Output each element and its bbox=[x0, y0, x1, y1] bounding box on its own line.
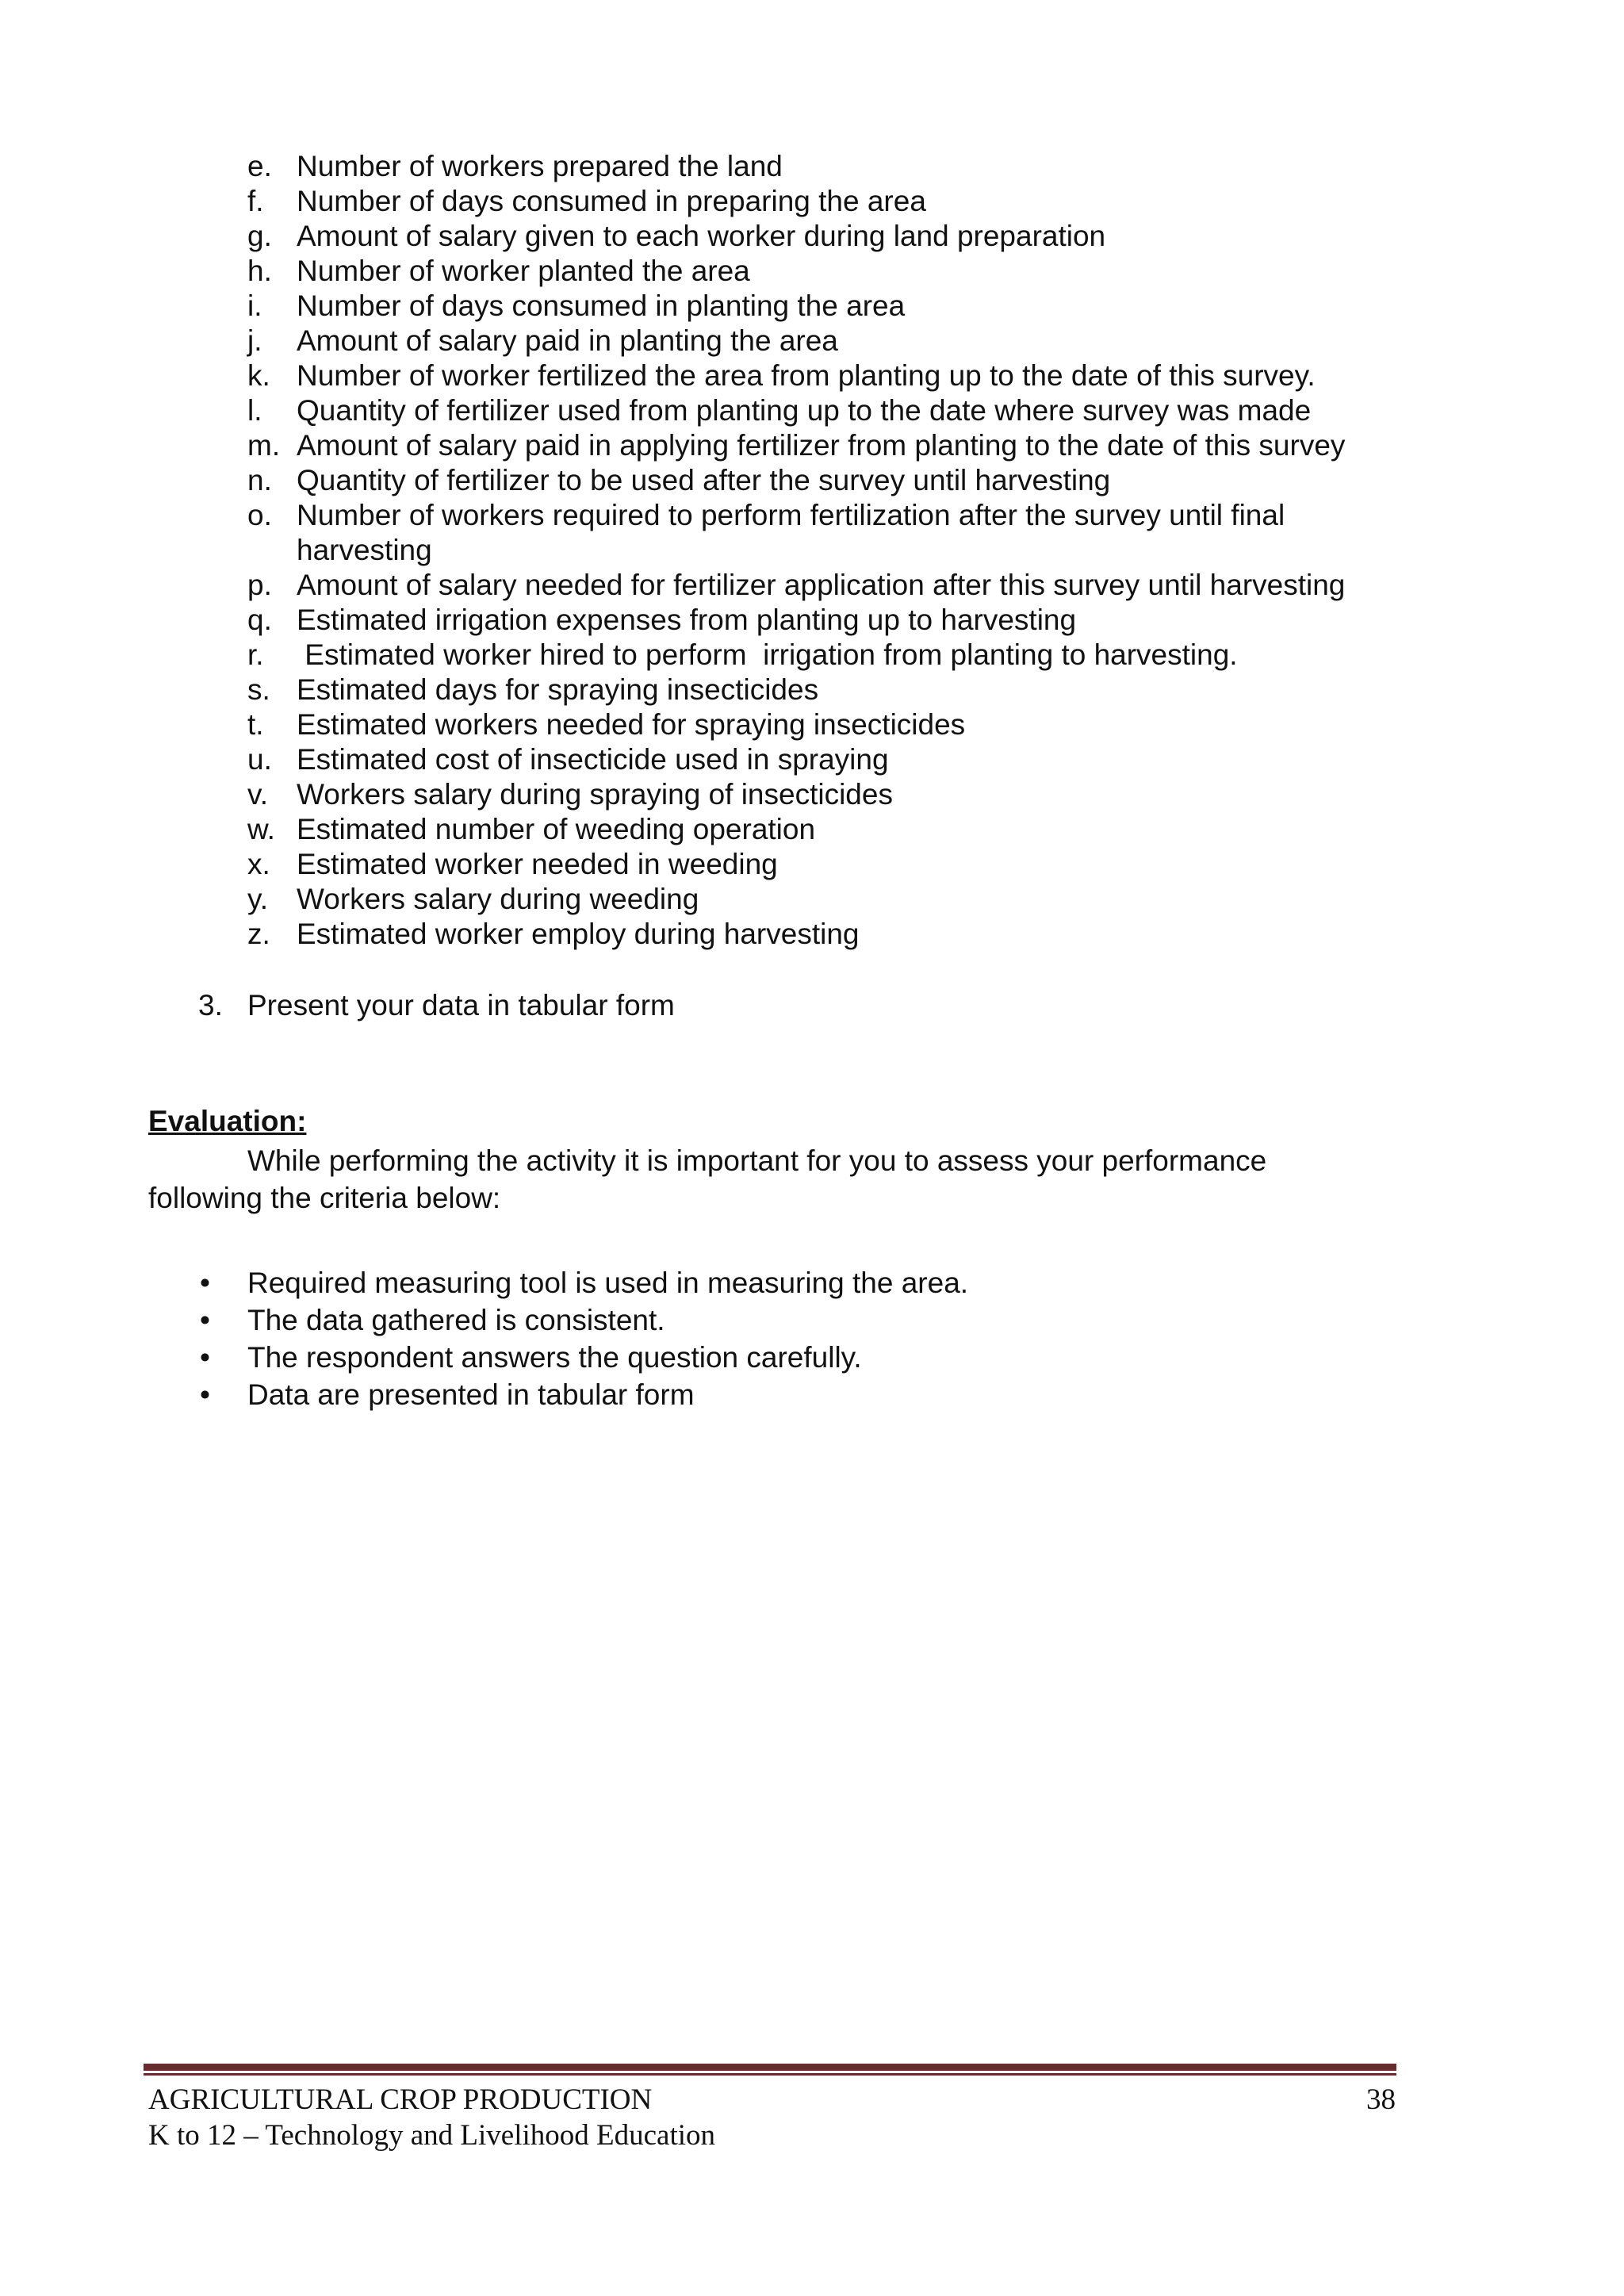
step-number: 3. bbox=[198, 989, 223, 1022]
criteria-text: The respondent answers the question carefully. bbox=[247, 1341, 862, 1374]
criteria-text: Required measuring tool is used in measuring the area. bbox=[247, 1267, 969, 1299]
list-item bbox=[238, 428, 1427, 463]
list-marker: q. bbox=[247, 604, 272, 636]
criteria-item bbox=[198, 1301, 968, 1339]
step-text: Present your data in tabular form bbox=[247, 989, 675, 1022]
list-item-text: Number of worker fertilized the area from planting up to the date of this survey. bbox=[297, 359, 1316, 392]
criteria-text: Data are presented in tabular form bbox=[247, 1378, 695, 1411]
list-marker: g. bbox=[247, 220, 272, 252]
list-item-text: Amount of salary given to each worker during land preparation bbox=[297, 220, 1106, 252]
list-item bbox=[238, 917, 1427, 952]
list-item bbox=[238, 463, 1427, 498]
list-item-text: Quantity of fertilizer used from planting up to the date where survey was made bbox=[297, 394, 1312, 427]
list-item-text: Number of days consumed in preparing the area bbox=[297, 185, 926, 217]
list-item bbox=[238, 707, 1427, 742]
list-item bbox=[238, 847, 1427, 882]
list-item-text: Estimated days for spraying insecticides bbox=[297, 673, 819, 706]
list-item-text: Estimated worker hired to perform irrigation from planting to harvesting. bbox=[297, 638, 1238, 671]
list-item-text: Estimated cost of insecticide used in spraying bbox=[297, 743, 889, 776]
list-marker: r. bbox=[247, 638, 264, 671]
criteria-item bbox=[198, 1339, 968, 1376]
criteria-text: The data gathered is consistent. bbox=[247, 1304, 665, 1336]
list-item-text: Amount of salary paid in planting the area bbox=[297, 324, 838, 357]
list-marker: o. bbox=[247, 499, 272, 531]
list-marker: t. bbox=[247, 708, 264, 741]
list-marker: z. bbox=[247, 918, 270, 950]
list-marker: j. bbox=[247, 324, 262, 357]
footer-subtitle: K to 12 – Technology and Livelihood Education bbox=[148, 2119, 716, 2152]
list-item-text: Workers salary during weeding bbox=[297, 883, 699, 915]
footer-divider-thick bbox=[144, 2064, 1396, 2071]
page-number: 38 bbox=[1366, 2083, 1396, 2116]
list-item bbox=[238, 742, 1427, 777]
list-item-text: Amount of salary paid in applying fertilizer from planting to the date of this survey bbox=[297, 429, 1346, 462]
list-marker: x. bbox=[247, 848, 270, 880]
list-marker: n. bbox=[247, 464, 272, 496]
list-item bbox=[238, 289, 1427, 324]
list-item-text: Estimated worker employ during harvesting bbox=[297, 918, 860, 950]
list-item bbox=[238, 882, 1427, 917]
list-marker: m. bbox=[247, 429, 281, 462]
list-item bbox=[238, 219, 1427, 254]
list-item-text: Estimated irrigation expenses from planting up to harvesting bbox=[297, 604, 1077, 636]
list-marker: i. bbox=[247, 289, 262, 322]
list-item bbox=[238, 184, 1427, 219]
step-three bbox=[198, 988, 675, 1023]
list-item-text: Estimated worker needed in weeding bbox=[297, 848, 778, 880]
footer-divider-thin bbox=[144, 2073, 1396, 2076]
list-marker: u. bbox=[247, 743, 272, 776]
list-marker: l. bbox=[247, 394, 262, 427]
list-item bbox=[238, 673, 1427, 707]
list-marker: w. bbox=[247, 813, 275, 845]
evaluation-criteria-list bbox=[198, 1264, 968, 1413]
list-item-text: Number of workers required to perform fertilization after the survey until final harvesting bbox=[297, 499, 1285, 566]
list-item bbox=[238, 498, 1427, 568]
list-marker: p. bbox=[247, 569, 272, 601]
survey-item-list bbox=[238, 149, 1427, 952]
list-marker: s. bbox=[247, 673, 270, 706]
list-item bbox=[238, 603, 1427, 638]
evaluation-paragraph: While performing the activity it is important for you to assess your performance following the criteria below: bbox=[148, 1144, 1267, 1214]
list-item-text: Estimated workers needed for spraying insecticides bbox=[297, 708, 966, 741]
list-item bbox=[238, 358, 1427, 393]
list-item-text: Estimated number of weeding operation bbox=[297, 813, 816, 845]
bullet-icon: • bbox=[200, 1378, 210, 1411]
evaluation-heading: Evaluation: bbox=[148, 1105, 307, 1137]
list-item-text: Amount of salary needed for fertilizer application after this survey until harvesting bbox=[297, 569, 1346, 601]
bullet-icon: • bbox=[200, 1267, 210, 1299]
list-item bbox=[238, 568, 1427, 603]
bullet-icon: • bbox=[200, 1304, 210, 1336]
list-marker: y. bbox=[247, 883, 269, 915]
criteria-item bbox=[198, 1376, 968, 1413]
list-marker: f. bbox=[247, 185, 264, 217]
criteria-item bbox=[198, 1264, 968, 1301]
list-item-text: Number of days consumed in planting the area bbox=[297, 289, 906, 322]
bullet-icon: • bbox=[200, 1341, 210, 1374]
list-marker: k. bbox=[247, 359, 270, 392]
footer-title: AGRICULTURAL CROP PRODUCTION bbox=[148, 2083, 653, 2116]
list-item bbox=[238, 324, 1427, 358]
list-item bbox=[238, 638, 1427, 673]
list-item bbox=[238, 393, 1427, 428]
list-item-text: Quantity of fertilizer to be used after the survey until harvesting bbox=[297, 464, 1111, 496]
list-item-text: Number of workers prepared the land bbox=[297, 150, 783, 182]
list-item-text: Workers salary during spraying of insecticides bbox=[297, 778, 893, 811]
list-item bbox=[238, 812, 1427, 847]
list-marker: e. bbox=[247, 150, 272, 182]
list-item bbox=[238, 149, 1427, 184]
list-marker: v. bbox=[247, 778, 269, 811]
list-item bbox=[238, 254, 1427, 289]
list-item-text: Number of worker planted the area bbox=[297, 255, 750, 287]
list-marker: h. bbox=[247, 255, 272, 287]
list-item bbox=[238, 777, 1427, 812]
